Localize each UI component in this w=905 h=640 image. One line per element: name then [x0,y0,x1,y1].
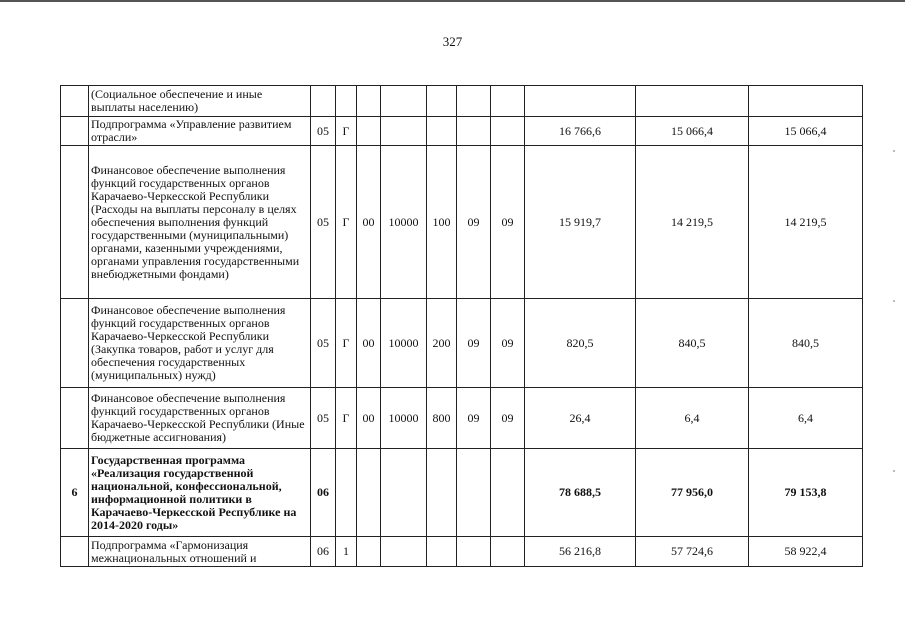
table-row [61,449,863,537]
cell-c7 [491,449,525,537]
cell-v3: 14 219,5 [749,146,863,299]
cell-c1: 05 [311,117,336,146]
cell-c1 [311,86,336,117]
cell-c5: 100 [427,146,457,299]
cell-c2: Г [336,388,357,449]
scan-mark [893,470,895,472]
cell-c5 [427,449,457,537]
table-row [61,388,863,449]
cell-v2 [636,86,749,117]
cell-c1: 05 [311,146,336,299]
cell-c2: Г [336,299,357,388]
cell-c4 [381,117,427,146]
table-row [61,146,863,299]
cell-idx [61,146,89,299]
cell-desc: Подпрограмма «Управление развитием отрасли» [89,117,311,146]
cell-c7 [491,117,525,146]
cell-idx: 6 [61,449,89,537]
cell-v3: 6,4 [749,388,863,449]
cell-c3: 00 [357,299,381,388]
cell-c2: 1 [336,537,357,567]
cell-c6: 09 [457,388,491,449]
cell-c1: 06 [311,537,336,567]
cell-desc: Государственная программа «Реализация государственной национальной, конфессиональной, информационной политики в Карачаево-Черкесской Республике на 2014-2020 годы» [89,449,311,537]
cell-c5 [427,117,457,146]
cell-c6 [457,117,491,146]
cell-c5 [427,537,457,567]
cell-v3: 840,5 [749,299,863,388]
cell-c4 [381,537,427,567]
cell-v2: 6,4 [636,388,749,449]
cell-v2: 15 066,4 [636,117,749,146]
cell-c4 [381,449,427,537]
cell-c6: 09 [457,146,491,299]
cell-c1: 05 [311,299,336,388]
cell-c4: 10000 [381,146,427,299]
cell-idx [61,388,89,449]
cell-c2: Г [336,146,357,299]
cell-v2: 14 219,5 [636,146,749,299]
cell-c4: 10000 [381,388,427,449]
cell-c2 [336,449,357,537]
cell-c7 [491,537,525,567]
cell-idx [61,117,89,146]
cell-c2 [336,86,357,117]
page-top-rule [0,0,905,2]
cell-v1: 78 688,5 [525,449,636,537]
cell-v3: 58 922,4 [749,537,863,567]
cell-c2: Г [336,117,357,146]
cell-idx [61,537,89,567]
cell-c7: 09 [491,146,525,299]
cell-c6: 09 [457,299,491,388]
cell-v1: 820,5 [525,299,636,388]
cell-c3: 00 [357,388,381,449]
cell-v1: 15 919,7 [525,146,636,299]
scan-mark [893,150,895,152]
cell-v2: 840,5 [636,299,749,388]
cell-v3: 79 153,8 [749,449,863,537]
cell-desc: Финансовое обеспечение выполнения функций государственных органов Карачаево-Черкесской Республики (Расходы на выплаты персоналу в целях обеспечения выполнения функций государственными (муниципальными) органами, казенными учреждениями, органами управления государственными внебюджетными фондами) [89,146,311,299]
cell-c5: 200 [427,299,457,388]
cell-v1 [525,86,636,117]
cell-c1: 05 [311,388,336,449]
cell-c7 [491,86,525,117]
cell-v1: 16 766,6 [525,117,636,146]
table-row [61,117,863,146]
cell-v3: 15 066,4 [749,117,863,146]
cell-c5: 800 [427,388,457,449]
cell-c6 [457,537,491,567]
cell-v1: 56 216,8 [525,537,636,567]
cell-c5 [427,86,457,117]
cell-v3 [749,86,863,117]
table-row [61,86,863,117]
cell-v2: 57 724,6 [636,537,749,567]
cell-desc: (Социальное обеспечение и иные выплаты населению) [89,86,311,117]
cell-c3 [357,86,381,117]
cell-c7: 09 [491,299,525,388]
cell-c7: 09 [491,388,525,449]
cell-v2: 77 956,0 [636,449,749,537]
cell-c1: 06 [311,449,336,537]
cell-c4 [381,86,427,117]
table-row [61,537,863,567]
cell-c3 [357,449,381,537]
table-row [61,299,863,388]
cell-desc: Финансовое обеспечение выполнения функций государственных органов Карачаево-Черкесской Республики (Иные бюджетные ассигнования) [89,388,311,449]
cell-c3 [357,117,381,146]
budget-table [60,85,863,567]
cell-idx [61,299,89,388]
cell-desc: Финансовое обеспечение выполнения функций государственных органов Карачаево-Черкесской Республики (Закупка товаров, работ и услуг для обеспечения государственных (муниципальных) нужд) [89,299,311,388]
cell-desc: Подпрограмма «Гармонизация межнациональных отношений и [89,537,311,567]
scan-mark [893,300,895,302]
cell-c3: 00 [357,146,381,299]
cell-c3 [357,537,381,567]
cell-idx [61,86,89,117]
cell-c6 [457,449,491,537]
cell-c6 [457,86,491,117]
page-number: 327 [442,34,463,49]
cell-v1: 26,4 [525,388,636,449]
cell-c4: 10000 [381,299,427,388]
